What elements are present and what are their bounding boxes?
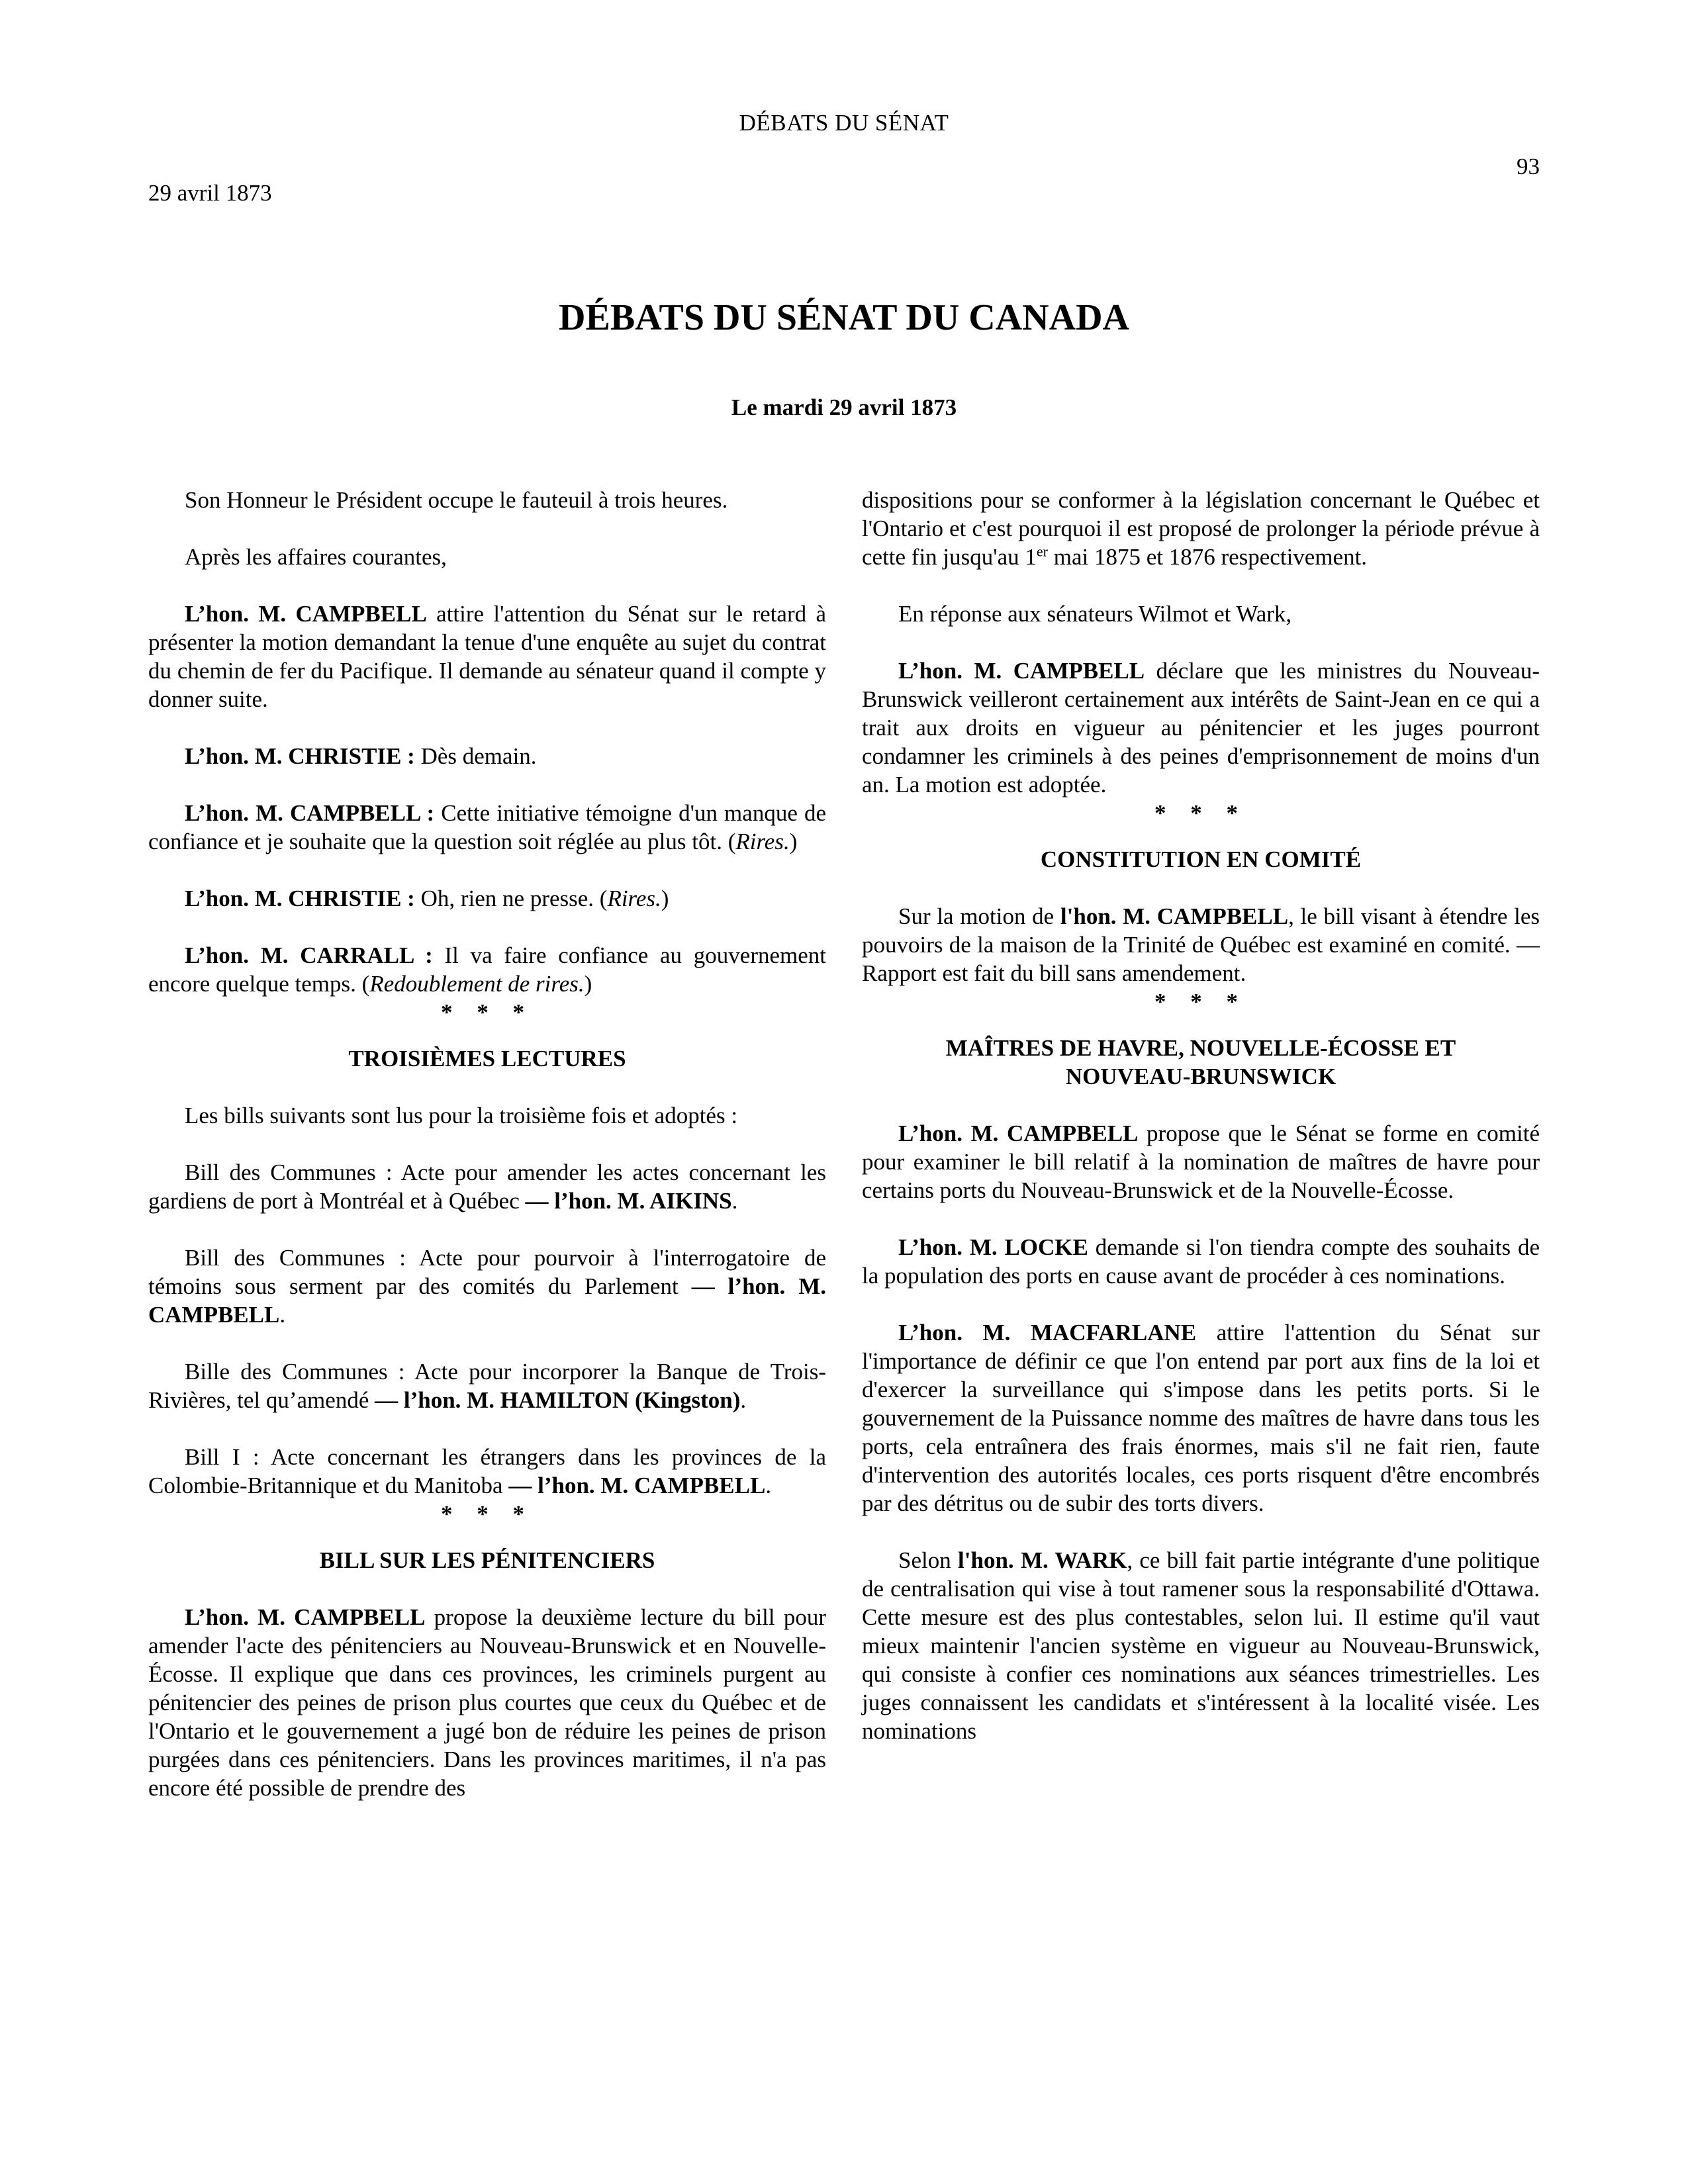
paragraph: L’hon. M. CAMPBELL propose la deuxième lecture du bill pour amender l'acte des pénitenciers au Nouveau-Brunswick et en Nouvelle-Écosse. Il explique que dans ces provinces, les criminels purgent au pénitencier des peines de prison plus courtes que ceux du Québec et de l'Ontario et le gouvernement a jugé bon de réduire les peines de prison purgées dans ces pénitenciers. Dans les provinces maritimes, il n'a pas encore été possible de prendre des <box>148 1604 826 1801</box>
page-number: 93 <box>1517 154 1540 179</box>
speaker-name: l'hon. M. WARK <box>958 1547 1127 1573</box>
section-heading: BILL SUR LES PÉNITENCIERS <box>319 1547 655 1573</box>
paragraph: L’hon. M. CAMPBELL propose que le Sénat se forme en comité pour examiner le bill relatif à la nomination de maîtres de havre pour certains ports du Nouveau-Brunswick et de la Nouvelle-Écosse. <box>862 1120 1540 1203</box>
paragraph: Après les affaires courantes, <box>185 544 447 570</box>
speaker-name: L’hon. M. CAMPBELL <box>185 1604 426 1630</box>
section-separator: * * * <box>1154 800 1247 826</box>
paragraph: L’hon. M. MACFARLANE attire l'attention du Sénat sur l'importance de définir ce que l'on entend par port aux fins de la loi et d'exercer la surveillance qui s'impose dans les petits ports. Si le gouvernement de la Puissance nomme des maîtres de havre dans tous les ports, cela entraînera des frais énormes, mais s'il ne fait rien, faute d'intervention des autorités locales, ces ports risquent d'être encombrés par des détritus ou de subir des torts divers. <box>862 1320 1540 1516</box>
paragraph: L’hon. M. CAMPBELL déclare que les ministres du Nouveau-Brunswick veilleront certainement aux intérêts de Saint-Jean en ce qui a trait aux droits en vigueur au pénitencier et les juges pourront condamner les criminels à des peines d'emprisonnement de moins d'un an. La motion est adoptée. <box>862 658 1540 797</box>
paragraph: dispositions pour se conformer à la législation concernant le Québec et l'Ontario et c'est pourquoi il est proposé de prolonger la période prévue à cette fin jusqu'au 1er mai 1875 et 1876 respectivement. <box>862 487 1540 570</box>
speaker-name: L’hon. M. CAMPBELL <box>898 658 1145 684</box>
speaker-name: l'hon. M. CAMPBELL <box>1060 903 1289 929</box>
section-separator: * * * <box>441 1501 534 1527</box>
paragraph: Son Honneur le Président occupe le fauteuil à trois heures. <box>185 487 728 513</box>
paragraph: Bill des Communes : Acte pour pourvoir à l'interrogatoire de témoins sous serment par des comités du Parlement — l’hon. M. CAMPBELL. <box>148 1245 826 1328</box>
section-heading: CONSTITUTION EN COMITÉ <box>1040 846 1362 872</box>
paragraph: Bille des Communes : Acte pour incorporer la Banque de Trois-Rivières, tel qu’amendé — l’hon. M. HAMILTON (Kingston). <box>148 1359 826 1413</box>
left-column <box>148 486 826 1802</box>
paragraph: L’hon. M. CARRALL : Il va faire confiance au gouvernement encore quelque temps. (Redoublement de rires.) <box>148 942 827 997</box>
paragraph: Bill I : Acte concernant les étrangers dans les provinces de la Colombie-Britannique et du Manitoba — l’hon. M. CAMPBELL. <box>148 1444 826 1498</box>
speaker-name: L’hon. M. CAMPBELL <box>185 601 427 627</box>
speaker-name: L’hon. M. CARRALL : <box>185 942 433 968</box>
paragraph: L’hon. M. CAMPBELL attire l'attention du Sénat sur le retard à présenter la motion demandant la tenue d'une enquête au sujet du contrat du chemin de fer du Pacifique. Il demande au sénateur quand il compte y donner suite. <box>148 601 826 712</box>
section-separator: * * * <box>1154 989 1247 1015</box>
speaker-name: L’hon. M. CHRISTIE : <box>185 886 415 911</box>
paragraph: Sur la motion de l'hon. M. CAMPBELL, le bill visant à étendre les pouvoirs de la maison de la Trinité de Québec est examiné en comité. — Rapport est fait du bill sans amendement. <box>862 903 1540 986</box>
paragraph: Les bills suivants sont lus pour la troisième fois et adoptés : <box>185 1103 738 1128</box>
speaker-name: L’hon. M. CAMPBELL <box>898 1120 1139 1146</box>
header-date: 29 avril 1873 <box>148 180 272 206</box>
paragraph: En réponse aux sénateurs Wilmot et Wark, <box>898 601 1292 627</box>
sitting-date: Le mardi 29 avril 1873 <box>731 394 957 420</box>
paragraph: L’hon. M. LOCKE demande si l'on tiendra compte des souhaits de la population des ports en cause avant de procéder à ces nominations. <box>862 1234 1540 1289</box>
speaker-name: L’hon. M. CAMPBELL : <box>185 800 435 826</box>
speaker-name: L’hon. M. LOCKE <box>898 1234 1088 1260</box>
section-separator: * * * <box>441 999 534 1025</box>
paragraph: L’hon. M. CHRISTIE : Dès demain. <box>185 743 537 769</box>
speaker-name: L’hon. M. MACFARLANE <box>898 1320 1197 1345</box>
paragraph: L’hon. M. CAMPBELL : Cette initiative témoigne d'un manque de confiance et je souhaite que la question soit réglée au plus tôt. (Rires.) <box>148 800 827 854</box>
speaker-name: L’hon. M. CHRISTIE : <box>185 743 415 769</box>
paragraph: Bill des Communes : Acte pour amender les actes concernant les gardiens de port à Montréal et à Québec — l’hon. M. AIKINS. <box>148 1160 826 1214</box>
paragraph: Selon l'hon. M. WARK, ce bill fait partie intégrante d'une politique de centralisation qui vise à tout ramener sous la responsabilité d'Ottawa. Cette mesure est des plus contestables, selon lui. Il estime qu'il vaut mieux maintenir l'ancien système en vigueur au Nouveau-Brunswick, qui consiste à confier ces nominations aux séances trimestrielles. Les juges connaissent les candidats et s'intéressent à la localité visée. Les nominations <box>862 1547 1540 1744</box>
paragraph: L’hon. M. CHRISTIE : Oh, rien ne presse. (Rires.) <box>185 886 669 911</box>
page-title: DÉBATS DU SÉNAT DU CANADA <box>559 297 1129 338</box>
right-column <box>862 486 1540 1745</box>
section-heading: MAÎTRES DE HAVRE, NOUVELLE-ÉCOSSE ET NOUVEAU-BRUNSWICK <box>945 1035 1456 1089</box>
running-header: DÉBATS DU SÉNAT <box>739 110 949 136</box>
section-heading: TROISIÈMES LECTURES <box>348 1046 626 1071</box>
